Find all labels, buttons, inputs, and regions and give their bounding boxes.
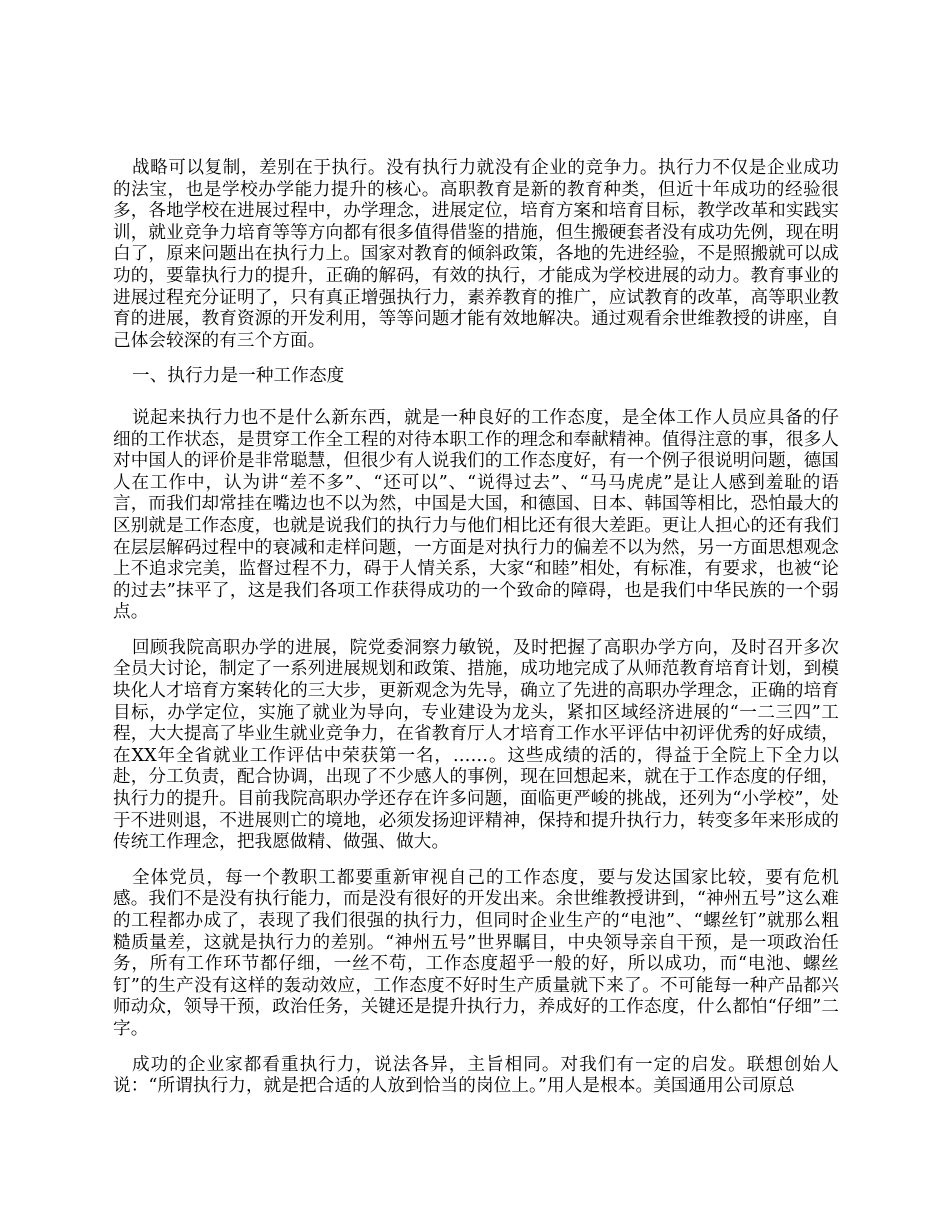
paragraph-review: 回顾我院高职办学的进展，院党委洞察力敏锐，及时把握了高职办学方向，及时召开多次全员大讨论，制定了一系列进展规划和政策、措施，成功地完成了从师范教育培育计划，到模块化人才培育方案转化的三大步，更新观念为先导，确立了先进的高职办学理念，正确的培育目标，办学定位，实施了就业为导向，专业建设为龙头，紧扣区域经济进展的“一二三四”工程，大大提高了毕业生就业竞争力，在省教育厅人才培育工作水平评估中初评优秀的好成绩，在XX年全省就业工作评估中荣获第一名，……。这些成绩的活的，得益于全院上下全力以赴，分工负责，配合协调，出现了不少感人的事例，现在回想起来，就在于工作态度的仔细，执行力的提升。目前我院高职办学还存在许多问题，面临更严峻的挑战，还列为“小学校”，处于不进则退，不进展则亡的境地，必须发扬迎评精神，保持和提升执行力，转变多年来形成的传统工作理念，把我愿做精、做强、做大。	[113, 637, 839, 853]
paragraph-party-members: 全体党员，每一个教职工都要重新审视自己的工作态度，要与发达国家比较，要有危机感。我们不是没有执行能力，而是没有很好的开发出来。余世维教授讲到，“神州五号”这么难的工程都办成了，表现了我们很强的执行力，但同时企业生产的“电池”、“螺丝钉”就那么粗糙质量差，这就是执行力的差别。“神州五号”世界瞩目，中央领导亲自干预，是一项政治任务，所有工作环节都仔细，一丝不苟，工作态度超乎一般的好，所以成功，而“电池、螺丝钉”的生产没有这样的轰动效应，工作态度不好时生产质量就下来了。不可能每一种产品都兴师动众，领导干预，政治任务，关键还是提升执行力，养成好的工作态度，什么都怕“仔细”二字。	[113, 867, 839, 1039]
paragraph-intro: 战略可以复制，差别在于执行。没有执行力就没有企业的竞争力。执行力不仅是企业成功的法宝，也是学校办学能力提升的核心。高职教育是新的教育种类，但近十年成功的经验很多，各地学校在进展过程中，办学理念，进展定位，培育方案和培育目标，教学改革和实践实训，就业竞争力培育等等方向都有很多值得借鉴的措施，但生搬硬套者没有成功先例，现在明白了，原来问题出在执行力上。国家对教育的倾斜政策，各地的先进经验，不是照搬就可以成功的，要靠执行力的提升，正确的解码，有效的执行，才能成为学校进展的动力。教育事业的进展过程充分证明了，只有真正增强执行力，素养教育的推广，应试教育的改革，高等职业教育的进展，教育资源的开发利用，等等问题才能有效地解决。通过观看余世维教授的讲座，自己体会较深的有三个方面。	[113, 158, 839, 351]
section-heading-1: 一、执行力是一种工作态度	[132, 366, 345, 387]
paragraph-entrepreneurs: 成功的企业家都看重执行力，说法各异，主旨相同。对我们有一定的启发。联想创始人说：“所谓执行力，就是把合适的人放到恰当的岗位上。”用人是根本。美国通用公司原总	[113, 1054, 839, 1097]
paragraph-attitude: 说起来执行力也不是什么新东西，就是一种良好的工作态度，是全体工作人员应具备的仔细的工作状态，是贯穿工作全工程的对待本职工作的理念和奉献精神。值得注意的事，很多人对中国人的评价是非常聪慧，但很少有人说我们的工作态度好，有一个例子很说明问题，德国人在工作中，认为讲“差不多”、“还可以”、“说得过去”、“马马虎虎”是让人感到羞耻的语言，而我们却常挂在嘴边也不以为然，中国是大国，和德国、日本、韩国等相比，恐怕最大的区别就是工作态度，也就是说我们的执行力与他们相比还有很大差距。更让人担心的还有我们在层层解码过程中的衰减和走样问题，一方面是对执行力的偏差不以为然，另一方面思想观念上不追求完美，监督过程不力，碍于人情关系，大家“和睦”相处，有标准，有要求，也被“论的过去”抹平了，这是我们各项工作获得成功的一个致命的障碍，也是我们中华民族的一个弱点。	[113, 407, 839, 623]
document-body	[113, 158, 839, 1112]
